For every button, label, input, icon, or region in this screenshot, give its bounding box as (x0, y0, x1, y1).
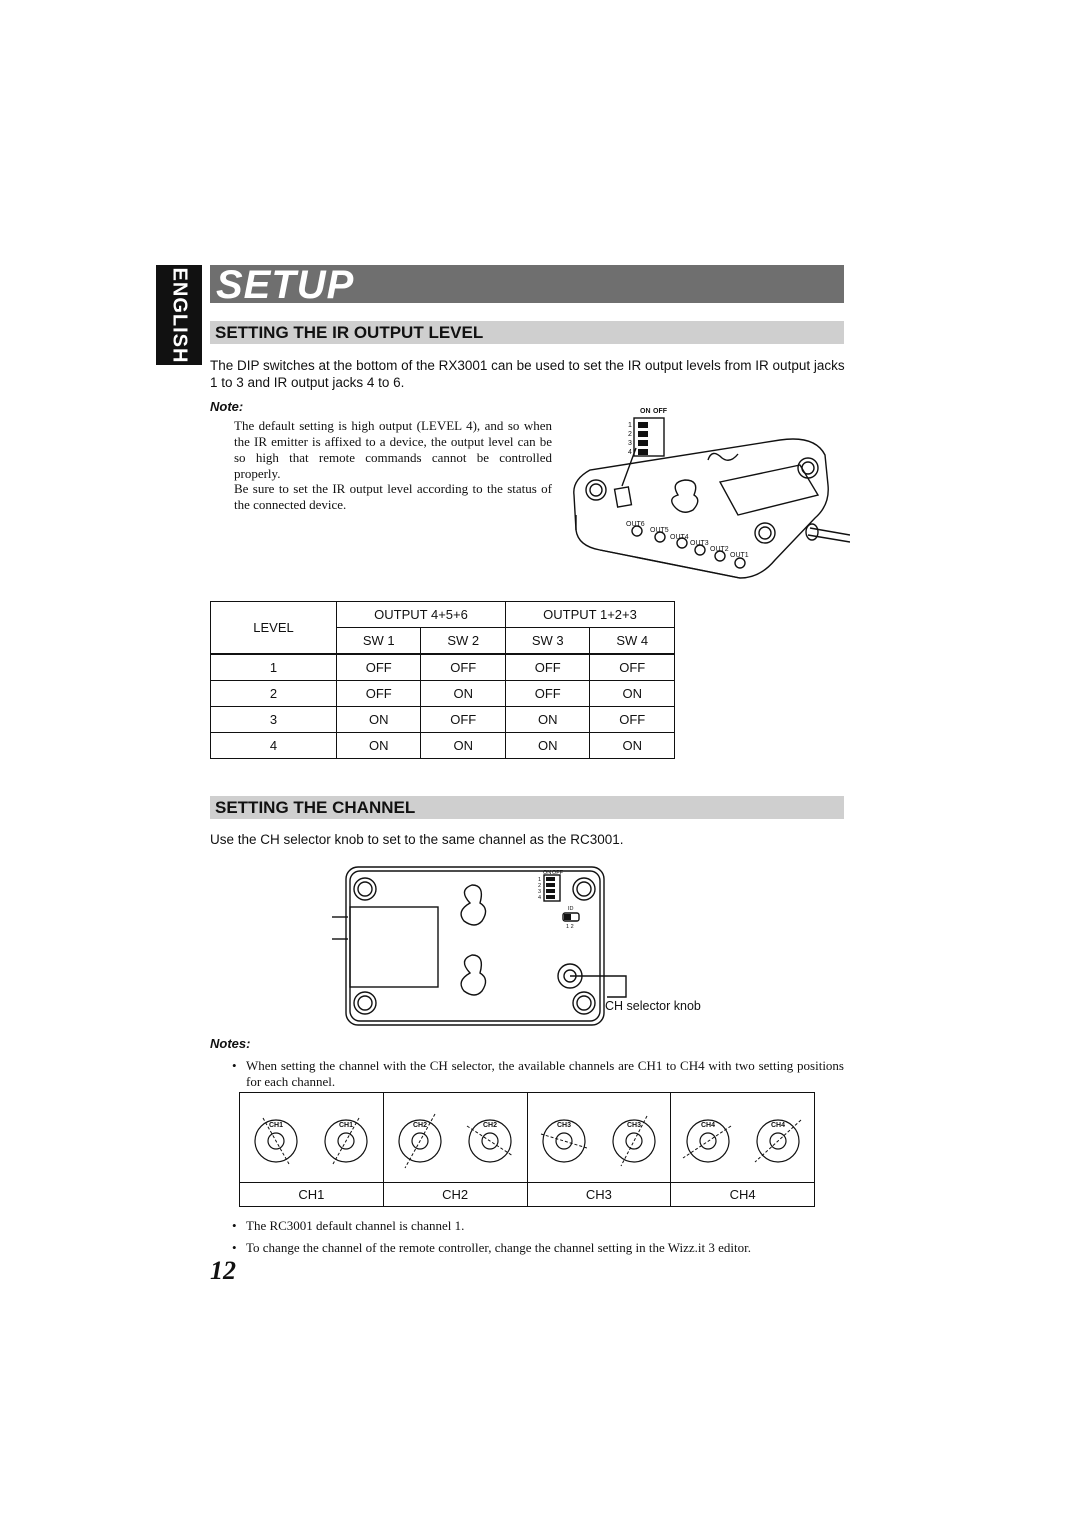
ir-level-table (210, 601, 675, 759)
channel-label: CH1 (240, 1183, 384, 1207)
channel-label: CH2 (383, 1183, 527, 1207)
level-header: LEVEL (211, 602, 337, 655)
note-paragraph-1: The default setting is high output (LEVEL 4), and so when the IR emitter is affixed to a device, the output level can be so high that remote commands cannot be controlled properly. (234, 418, 552, 481)
switch-cell: ON (590, 681, 675, 707)
language-tab-label: ENGLISH (168, 267, 191, 363)
switch-cell: OFF (337, 654, 421, 681)
level-cell: 4 (211, 733, 337, 759)
channel-intro: Use the CH selector knob to set to the same channel as the RC3001. (210, 832, 624, 847)
channel-label-row (240, 1183, 815, 1207)
level-cell: 3 (211, 707, 337, 733)
sw-header: SW 3 (505, 628, 589, 655)
bullet-marker: • (232, 1218, 237, 1233)
dip-num-3b: 3 (538, 889, 542, 895)
level-cell: 2 (211, 681, 337, 707)
knob-cell-ch4 (671, 1093, 815, 1183)
rx3001-dip-figure (560, 400, 850, 590)
bullet-text-3: To change the channel of the remote controller, change the channel setting in the Wizz.it 3 editor. (246, 1240, 751, 1255)
bullet-text-2: The RC3001 default channel is channel 1. (246, 1218, 465, 1233)
dip-num-2: 2 (628, 431, 632, 438)
sw-header: SW 2 (421, 628, 506, 655)
note-label: Note: (210, 399, 244, 414)
dip-off-label-2: OFF (552, 870, 563, 876)
knob-diagram-ch3 (529, 1096, 669, 1176)
jack-label-out3: OUT3 (690, 540, 709, 547)
section-heading-channel-label: SETTING THE CHANNEL (215, 798, 416, 817)
bullet-text-1: When setting the channel with the CH selector, the available channels are CH1 to CH4 with two setting positions for each channel. (246, 1058, 844, 1089)
level-cell: 1 (211, 654, 337, 681)
section-heading-ir-output-label: SETTING THE IR OUTPUT LEVEL (215, 323, 484, 342)
dip-num-1b: 1 (538, 877, 542, 883)
knob-diagram-ch4 (673, 1096, 813, 1176)
knob-diagram-ch2 (385, 1096, 525, 1176)
switch-cell: ON (421, 681, 506, 707)
switch-cell: OFF (421, 707, 506, 733)
dip-num-2b: 2 (538, 883, 542, 889)
switch-cell: ON (590, 733, 675, 759)
page-title-bar (210, 263, 844, 307)
knob-label: CH4 (770, 1122, 785, 1129)
table-row (211, 681, 675, 707)
dip-on-label-2: ON (543, 870, 552, 876)
knob-row (240, 1093, 815, 1183)
sw-header: SW 1 (337, 628, 421, 655)
knob-label: CH2 (413, 1122, 428, 1129)
channel-label: CH4 (671, 1183, 815, 1207)
dip-num-4: 4 (628, 449, 632, 456)
switch-cell: ON (337, 707, 421, 733)
table-row (211, 733, 675, 759)
switch-cell: ON (505, 707, 589, 733)
knob-cell-ch1 (240, 1093, 384, 1183)
jack-label-out6: OUT6 (626, 521, 645, 528)
switch-cell: ON (337, 733, 421, 759)
switch-cell: OFF (590, 707, 675, 733)
channel-position-table (239, 1092, 815, 1207)
knob-label: CH3 (626, 1122, 641, 1129)
switch-cell: ON (505, 733, 589, 759)
table-row (211, 654, 675, 681)
dip-off-label: OFF (653, 408, 667, 415)
knob-label: CH1 (269, 1122, 284, 1129)
knob-label: CH2 (483, 1122, 498, 1129)
switch-cell: OFF (421, 654, 506, 681)
switch-cell: ON (421, 733, 506, 759)
dip-num-1: 1 (628, 422, 632, 429)
ir-output-intro: The DIP switches at the bottom of the RX3001 can be used to set the IR output levels from IR output jacks 1 to 3 and IR output jacks 4 to 6. (210, 358, 845, 390)
group-header-output-456: OUTPUT 4+5+6 (337, 602, 506, 628)
id-label: ID (568, 906, 574, 912)
page-title: SETUP (216, 263, 355, 307)
jack-label-out5: OUT5 (650, 527, 669, 534)
id-positions: 1 2 (566, 924, 574, 930)
switch-cell: OFF (590, 654, 675, 681)
jack-label-out2: OUT2 (710, 546, 729, 553)
knob-label: CH4 (700, 1122, 715, 1129)
knob-label: CH3 (556, 1122, 571, 1129)
jack-label-out4: OUT4 (670, 534, 689, 541)
dip-on-label: ON (640, 408, 651, 415)
section-heading-channel (210, 796, 844, 819)
bullet-marker: • (232, 1240, 237, 1255)
dip-num-3: 3 (628, 440, 632, 447)
switch-cell: OFF (505, 681, 589, 707)
table-header-row (211, 602, 675, 628)
section-heading-ir-output (210, 321, 844, 344)
bullet-marker: • (232, 1058, 237, 1073)
table-row (211, 707, 675, 733)
switch-cell: OFF (337, 681, 421, 707)
jack-label-out1: OUT1 (730, 552, 749, 559)
dip-num-4b: 4 (538, 895, 542, 901)
knob-diagram-ch1 (241, 1096, 381, 1176)
language-tab (156, 265, 202, 365)
sw-header: SW 4 (590, 628, 675, 655)
page-number: 12 (210, 1256, 236, 1285)
knob-label: CH1 (339, 1122, 354, 1129)
channel-label: CH3 (527, 1183, 671, 1207)
knob-cell-ch3 (527, 1093, 671, 1183)
ch-selector-knob-callout: CH selector knob (605, 999, 701, 1013)
group-header-output-123: OUTPUT 1+2+3 (505, 602, 674, 628)
note-paragraph-2: Be sure to set the IR output level according to the status of the connected device. (234, 481, 552, 512)
switch-cell: OFF (505, 654, 589, 681)
knob-cell-ch2 (383, 1093, 527, 1183)
notes-label: Notes: (210, 1036, 251, 1051)
